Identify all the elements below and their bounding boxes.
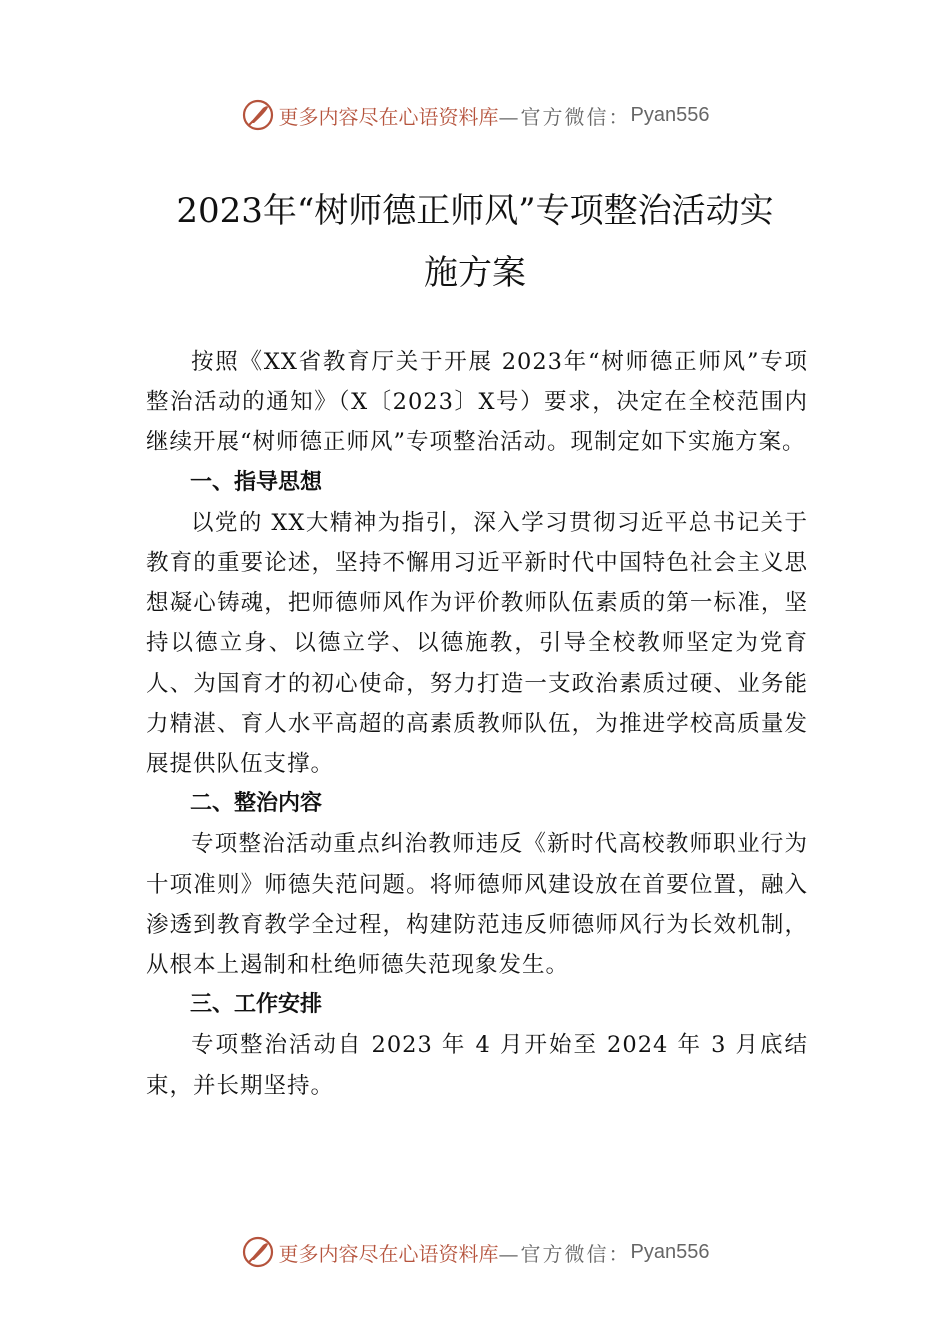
intro-paragraph: 按照《XX省教育厅关于开展 2023年“树师德正师风”专项整治活动的通知》（X〔2023〕X号）要求，决定在全校范围内继续开展“树师德正师风”专项整治活动。现制定如下实施方案。 (146, 349, 808, 456)
footer-watermark (0, 1232, 950, 1272)
section-heading-1: 一、指导思想 (190, 469, 323, 495)
title-line-1: 2023年“树师德正师风”专项整治活动实 (176, 191, 774, 231)
banner-wechat-id: Pyan556 (630, 103, 710, 126)
document-body (146, 342, 808, 1106)
section-heading-2: 二、整治内容 (190, 791, 323, 817)
banner-main-text: 更多内容尽在心语资料库 (278, 1241, 499, 1266)
section-body-3: 专项整治活动自 2023 年 4 月开始至 2024 年 3 月底结束，并长期坚持。 (146, 1032, 808, 1099)
quill-logo-icon (241, 1235, 275, 1269)
section-body-1: 以党的 XX大精神为指引，深入学习贯彻习近平总书记关于教育的重要论述，坚持不懈用习近平新时代中国特色社会主义思想凝心铸魂，把师德师风作为评价教师队伍素质的第一标准，坚持以德立身、以德立学、以德施教，引导全校教师坚定为党育人、为国育才的初心使命，努力打造一支政治素质过硬、业务能力精湛、育人水平高超的高素质教师队伍，为推进学校高质量发展提供队伍支撑。 (146, 509, 808, 778)
banner-sub-text: —官方微信： (498, 1241, 631, 1266)
header-watermark (0, 95, 950, 135)
banner-wechat-id: Pyan556 (630, 1240, 710, 1263)
section-heading-3: 三、工作安排 (190, 992, 323, 1018)
banner-sub-text: —官方微信： (498, 104, 631, 129)
title-line-2: 施方案 (424, 253, 526, 293)
banner-main-text: 更多内容尽在心语资料库 (278, 104, 499, 129)
section-body-2: 专项整治活动重点纠治教师违反《新时代高校教师职业行为十项准则》师德失范问题。将师德师风建设放在首要位置，融入渗透到教育教学全过程，构建防范违反师德师风行为长效机制，从根本上遏制和杜绝师德失范现象发生。 (146, 831, 808, 979)
document-title (120, 180, 830, 304)
quill-logo-icon (241, 98, 275, 132)
